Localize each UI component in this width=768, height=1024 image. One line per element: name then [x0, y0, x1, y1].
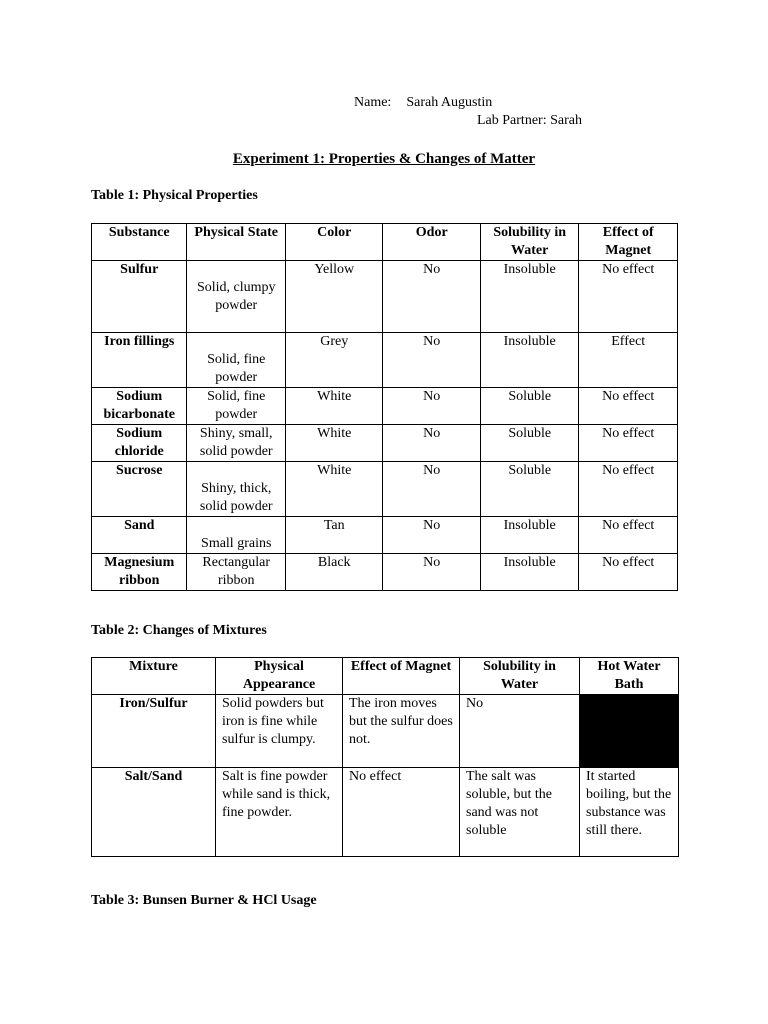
table-cell: The salt was soluble, but the sand was not soluble	[460, 768, 580, 857]
name-line	[354, 94, 492, 112]
table-cell: White	[285, 462, 382, 517]
table-cell: Insoluble	[480, 554, 579, 591]
substance-cell: Magnesium ribbon	[92, 554, 187, 591]
table-cell: The iron moves but the sulfur does not.	[343, 695, 460, 768]
table-cell: Solid, fine powder	[187, 333, 286, 388]
table-cell: No effect	[579, 388, 678, 425]
column-header: Color	[285, 224, 382, 261]
table-cell: Yellow	[285, 261, 382, 333]
table-cell: No	[383, 388, 480, 425]
table-cell: No effect	[579, 425, 678, 462]
table-cell: Shiny, small, solid powder	[187, 425, 286, 462]
table-row	[92, 388, 678, 425]
table-cell: Solid powders but iron is fine while sulfur is clumpy.	[216, 695, 343, 768]
mixture-cell: Salt/Sand	[92, 768, 216, 857]
substance-cell: Sulfur	[92, 261, 187, 333]
table-cell: It started boiling, but the substance was still there.	[580, 768, 679, 857]
table-cell: Solid, fine powder	[187, 388, 286, 425]
table-cell: Small grains	[187, 517, 286, 554]
table-cell: Solid, clumpy powder	[187, 261, 286, 333]
table-cell: White	[285, 388, 382, 425]
name-value: Sarah Augustin	[406, 95, 493, 110]
table-cell: No effect	[579, 554, 678, 591]
table3-caption: Table 3: Bunsen Burner & HCl Usage	[91, 893, 317, 908]
table1-header-row	[92, 224, 678, 261]
blacked-out-cell	[580, 695, 679, 768]
column-header: Effect of Magnet	[343, 658, 460, 695]
mixtures-table	[91, 657, 679, 857]
table-cell: No	[383, 261, 480, 333]
table-cell: Insoluble	[480, 517, 579, 554]
table-cell: Effect	[579, 333, 678, 388]
column-header: Physical State	[187, 224, 286, 261]
substance-cell: Iron fillings	[92, 333, 187, 388]
table-cell: No	[383, 333, 480, 388]
table-cell: Salt is fine powder while sand is thick, fine powder.	[216, 768, 343, 857]
column-header: Effect of Magnet	[579, 224, 678, 261]
table-cell: Insoluble	[480, 333, 579, 388]
column-header: Hot Water Bath	[580, 658, 679, 695]
table-cell: No effect	[579, 462, 678, 517]
table-cell: No effect	[579, 517, 678, 554]
document-title	[0, 150, 768, 168]
column-header: Substance	[92, 224, 187, 261]
substance-cell: Sodium chloride	[92, 425, 187, 462]
column-header: Mixture	[92, 658, 216, 695]
table-cell: No	[383, 554, 480, 591]
table-cell: No	[383, 425, 480, 462]
table-cell: No	[460, 695, 580, 768]
table-row	[92, 695, 679, 768]
table-row	[92, 462, 678, 517]
table-row	[92, 517, 678, 554]
document-title-text: Experiment 1: Properties & Changes of Matter	[232, 151, 536, 167]
table-row	[92, 261, 678, 333]
table2-caption: Table 2: Changes of Mixtures	[91, 623, 267, 638]
table-row	[92, 768, 679, 857]
table-cell: Grey	[285, 333, 382, 388]
table-row	[92, 333, 678, 388]
table-cell: Soluble	[480, 388, 579, 425]
table-cell: No	[383, 462, 480, 517]
table-cell: No effect	[579, 261, 678, 333]
lab-partner: Lab Partner: Sarah	[477, 113, 582, 128]
table-cell: No effect	[343, 768, 460, 857]
substance-cell: Sodium bicarbonate	[92, 388, 187, 425]
physical-properties-table	[91, 223, 678, 591]
table-cell: Shiny, thick, solid powder	[187, 462, 286, 517]
column-header: Solubility in Water	[460, 658, 580, 695]
substance-cell: Sucrose	[92, 462, 187, 517]
table-cell: Insoluble	[480, 261, 579, 333]
substance-cell: Sand	[92, 517, 187, 554]
column-header: Solubility in Water	[480, 224, 579, 261]
column-header: Physical Appearance	[216, 658, 343, 695]
table-cell: Rectangular ribbon	[187, 554, 286, 591]
table-row	[92, 425, 678, 462]
table-cell: Soluble	[480, 462, 579, 517]
table1-caption: Table 1: Physical Properties	[91, 188, 258, 203]
table-cell: Soluble	[480, 425, 579, 462]
table-cell: Tan	[285, 517, 382, 554]
column-header: Odor	[383, 224, 480, 261]
name-label: Name:	[354, 95, 392, 110]
table-cell: No	[383, 517, 480, 554]
table-cell: Black	[285, 554, 382, 591]
table-cell: White	[285, 425, 382, 462]
table-row	[92, 554, 678, 591]
mixture-cell: Iron/Sulfur	[92, 695, 216, 768]
table2-header-row	[92, 658, 679, 695]
